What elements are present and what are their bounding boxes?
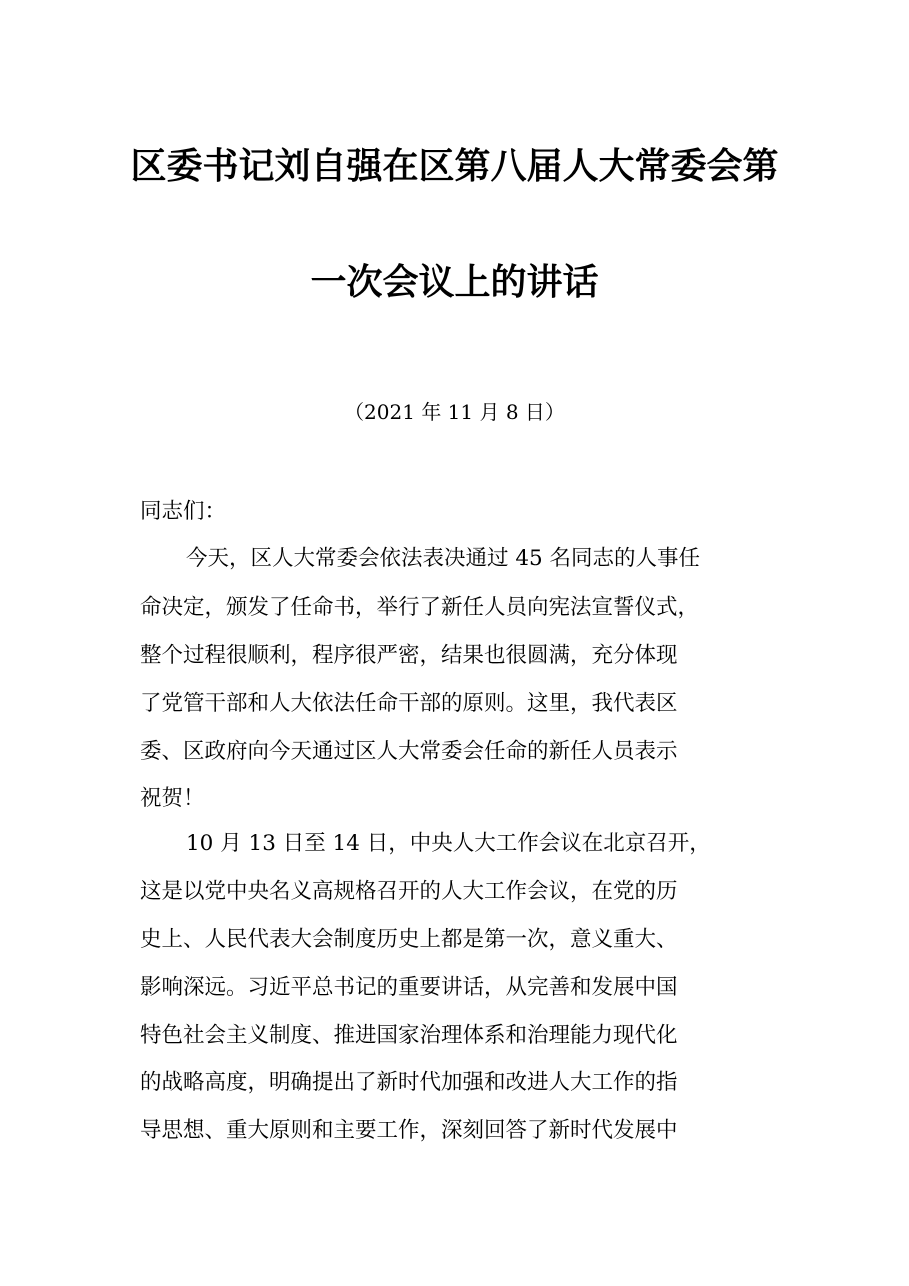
salutation: 同志们： [140, 499, 227, 524]
body-line: 命决定，颁发了任命书，举行了新任人员向宪法宣誓仪式， [140, 595, 700, 620]
document-title-line-1: 区委书记刘自强在区第八届人大常委会第 [130, 146, 779, 187]
body-line: 祝贺！ [140, 786, 205, 811]
body-line: 影响深远。习近平总书记的重要讲话，从完善和发展中国 [140, 975, 678, 1000]
body-line: 委、区政府向今天通过区人大常委会任命的新任人员表示 [140, 739, 678, 764]
body-line: 10 月 13 日至 14 日，中央人大工作会议在北京召开， [186, 831, 711, 856]
body-line: 的战略高度，明确提出了新时代加强和改进人大工作的指 [140, 1070, 678, 1095]
body-line: 整个过程很顺利，程序很严密，结果也很圆满，充分体现 [140, 643, 678, 668]
document-date: （2021 年 11 月 8 日） [344, 400, 565, 424]
body-line: 这是以党中央名义高规格召开的人大工作会议，在党的历 [140, 879, 678, 904]
body-line: 导思想、重大原则和主要工作，深刻回答了新时代发展中 [140, 1118, 678, 1143]
body-line: 了党管干部和人大依法任命干部的原则。这里，我代表区 [140, 691, 678, 716]
body-line: 今天，区人大常委会依法表决通过 45 名同志的人事任 [186, 546, 701, 571]
body-line: 特色社会主义制度、推进国家治理体系和治理能力现代化 [140, 1023, 678, 1048]
body-line: 史上、人民代表大会制度历史上都是第一次，意义重大、 [140, 927, 678, 952]
document-title-line-2: 一次会议上的讲话 [310, 262, 599, 303]
